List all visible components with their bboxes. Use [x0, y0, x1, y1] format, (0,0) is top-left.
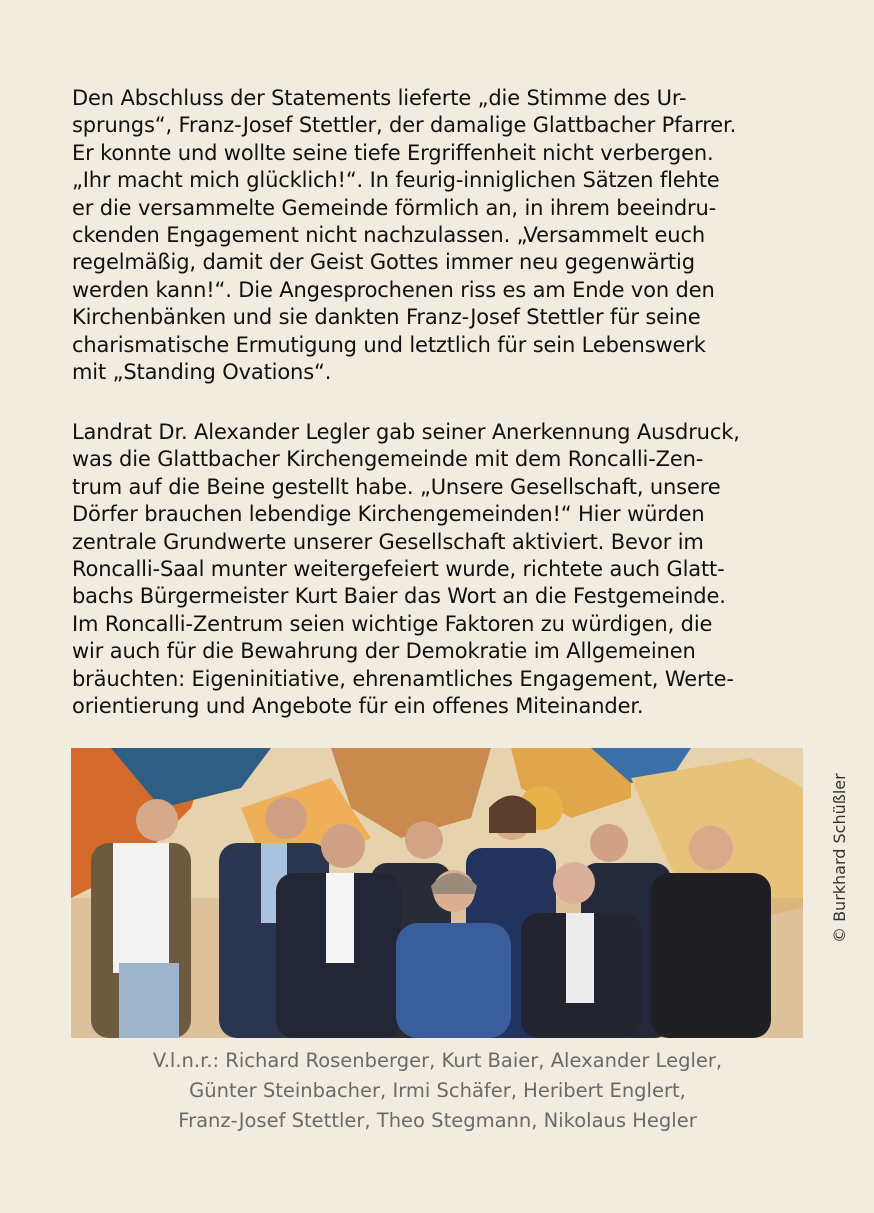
article-paragraph-1: Den Abschluss der Statements lieferte „die Stimme des Ur- sprungs“, Franz-Josef Stettler, der damalige Glattbacher Pfarrer. Er konnte und wollte seine tiefe Ergriffenheit nicht verbergen. „Ihr macht mich glücklich!“. In feurig-inniglichen Sätzen flehte er die versammelte Gemeinde förmlich an, in ihrem beeindru- ckenden Engagement nicht nachzulassen. „Versammelt euch regelmäßig, damit der Geist Gottes immer neu gegenwärtig werden kann!“. Die Angesprochenen riss es am Ende von den Kirchenbänken und sie dankten Franz-Josef Stettler für seine charismatische Ermutigung und letztlich für sein Lebenswerk mit „Standing Ovations“. — [72, 86, 737, 385]
group-photo-illustration — [71, 748, 803, 1038]
photo-credit — [804, 748, 849, 948]
group-photo — [71, 748, 803, 1038]
photo-caption: V.l.n.r.: Richard Rosenberger, Kurt Baier, Alexander Legler, Günter Steinbacher, Irmi Schäfer, Heribert Englert, Franz-Josef Stettler, Theo Stegmann, Nikolaus Hegler — [152, 1049, 723, 1132]
photo-credit-text: © Burkhard Schüßler — [830, 773, 849, 943]
article-paragraph-2: Landrat Dr. Alexander Legler gab seiner Anerkennung Ausdruck, was die Glattbacher Kirchengemeinde mit dem Roncalli-Zen- trum auf die Beine gestellt habe. „Unsere Gesellschaft, unsere Dörfer brauchen lebendige Kirchengemeinden!“ Hier würden zentrale Grundwerte unserer Gesellschaft aktiviert. Bevor im Roncalli-Saal munter weitergefeiert wurde, richtete auch Glatt- bachs Bürgermeister Kurt Baier das Wort an die Festgemeinde. Im Roncalli-Zentrum seien wichtige Faktoren zu würdigen, die wir auch für die Bewahrung der Demokratie im Allgemeinen bräuchten: Eigeninitiative, ehrenamtliches Engagement, Werte- orientierung und Angebote für ein offenes Miteinander. — [72, 420, 740, 719]
